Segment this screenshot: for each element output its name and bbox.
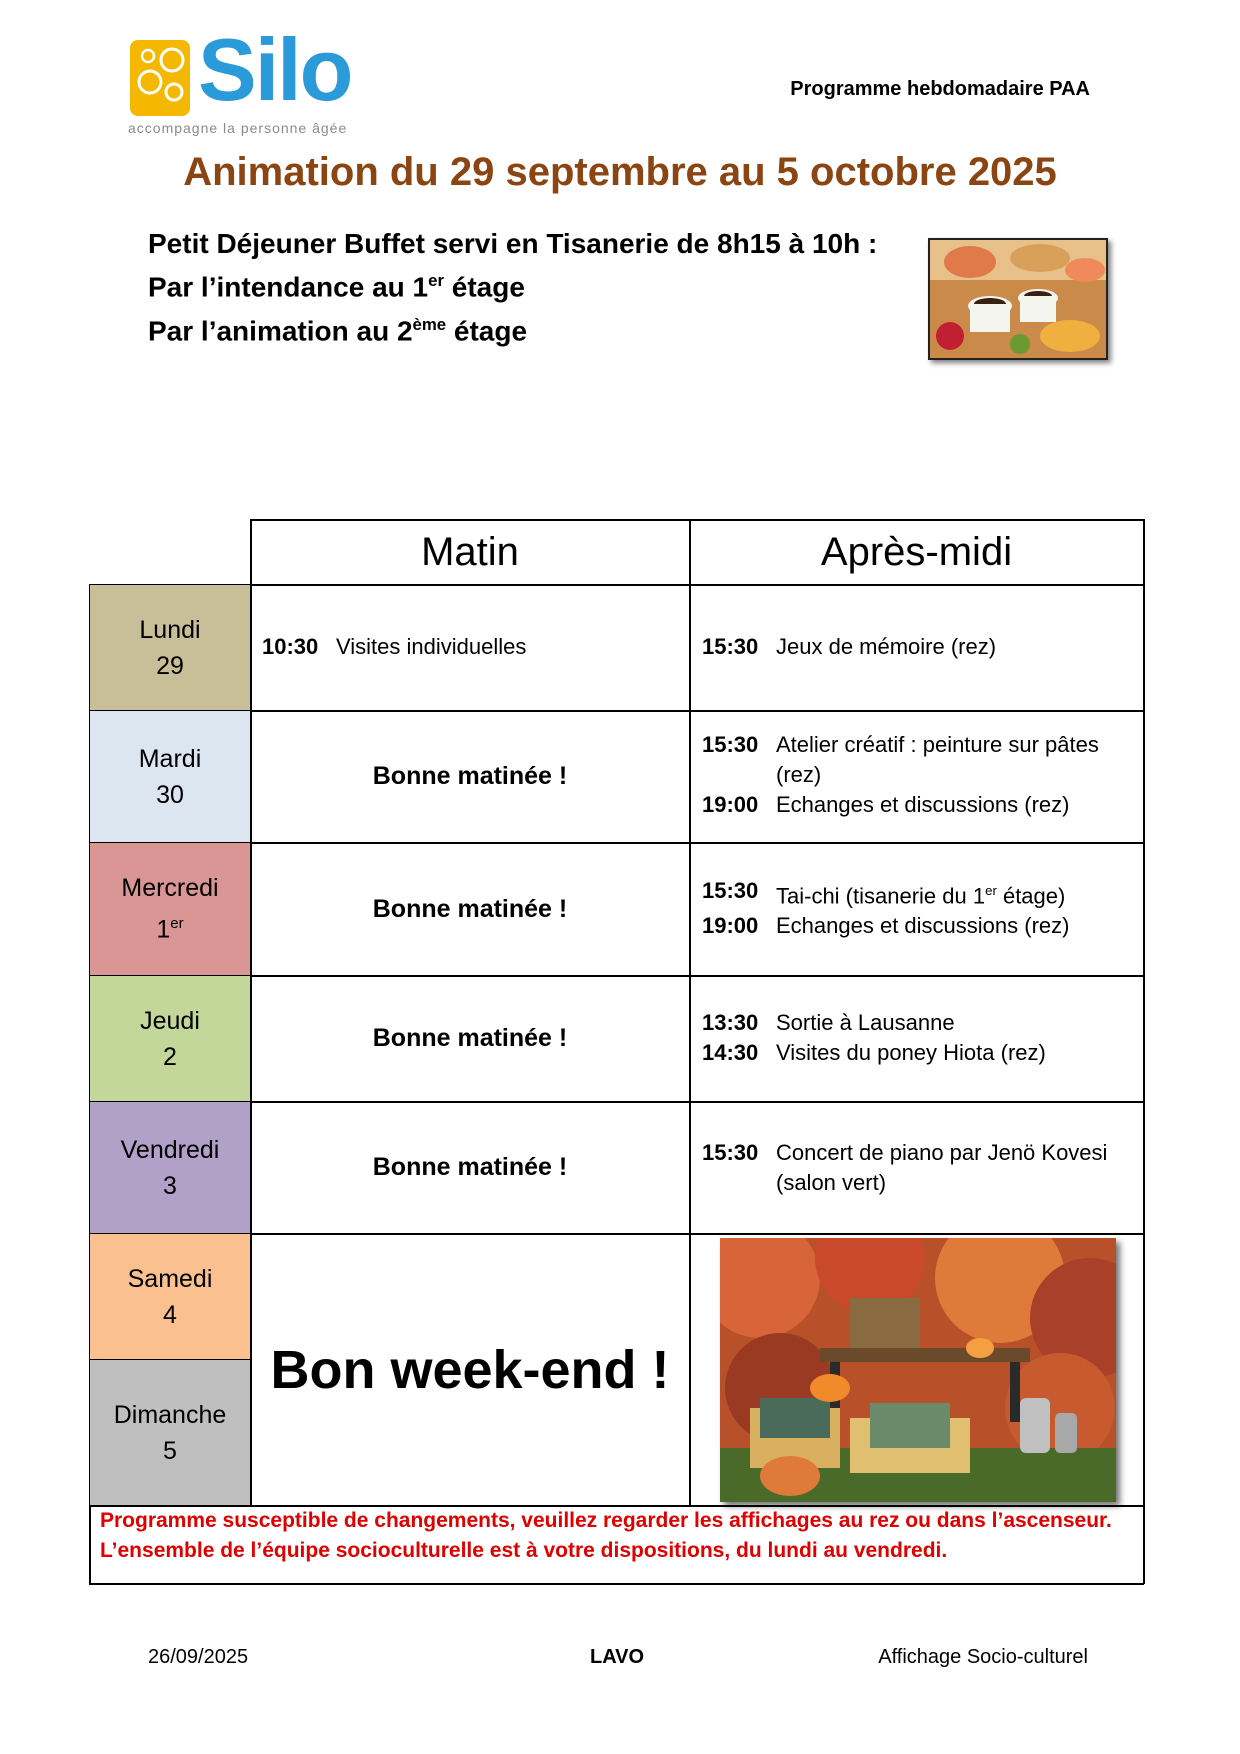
breakfast-photo [928,238,1108,360]
afternoon-thursday [702,1008,1142,1068]
day-number: 29 [156,651,184,680]
day-cell-tuesday [90,711,250,842]
breakfast-line-1: Petit Déjeuner Buffet servi en Tisanerie de 8h15 à 10h : [148,228,878,259]
list-item: 14:30 Visites du poney Hiota (rez) [702,1040,1046,1065]
afternoon-friday [702,1138,1142,1198]
day-name: Vendredi [120,1135,220,1164]
logo-mark-icon [130,40,190,116]
day-number: 4 [163,1300,177,1329]
footer-date: 26/09/2025 [148,1646,249,1668]
day-cell-saturday [90,1234,250,1359]
list-item: 15:30 Tai-chi (tisanerie du 1er étage) [702,878,1066,909]
logo-tagline: accompagne la personne âgée [128,120,348,136]
table-line [89,1505,1144,1507]
list-item: 15:30 Jeux de mémoire (rez) [702,634,997,659]
day-cell-friday [90,1102,250,1233]
day-cell-thursday [90,976,250,1101]
day-cell-sunday [90,1360,250,1505]
day-cell-wednesday [90,843,250,975]
day-name: Samedi [127,1264,213,1293]
list-item: 15:30 Atelier créatif : peinture sur pâtes (rez) [702,732,1099,787]
column-header-morning: Matin [421,529,519,574]
column-header-afternoon: Après-midi [820,529,1013,574]
autumn-image-icon [720,1238,1116,1502]
morning-greeting-thursday: Bonne matinée ! [372,1024,568,1052]
weekend-greeting: Bon week-end ! [270,1340,670,1400]
day-name: Mardi [138,744,202,773]
footer-right: Affichage Socio-culturel [878,1646,1088,1668]
page-title: Animation du 29 septembre au 5 octobre 2025 [183,150,1057,194]
day-number: 3 [163,1171,177,1200]
header-program: Programme hebdomadaire PAA [790,78,1090,100]
autumn-decoration-photo [720,1238,1116,1502]
entry-description: Visites individuelles [336,634,527,659]
afternoon-tuesday [702,730,1142,820]
table-line [1143,519,1145,1584]
logo-wordmark: Silo [198,20,352,119]
morning-greeting-wednesday: Bonne matinée ! [372,894,568,923]
day-name: Mercredi [121,874,219,903]
notice-line-1: Programme susceptible de changements, veuillez regarder les affichages au rez ou dans l’ascenseur. [100,1509,1112,1532]
silo-logo [128,20,378,142]
day-number: 30 [156,780,184,809]
breakfast-image-icon [930,240,1106,358]
day-number: 1er [156,915,184,944]
day-name: Jeudi [140,1006,200,1035]
day-number: 2 [163,1042,177,1071]
morning-greeting-tuesday: Bonne matinée ! [372,762,568,790]
list-item: 19:00 Echanges et discussions (rez) [702,913,1070,939]
day-cell-monday [90,585,250,710]
entry-time: 10:30 [262,634,319,659]
afternoon-wednesday [702,876,1142,941]
breakfast-line-3: Par l’animation au 2ème étage [148,315,528,347]
footer-center: LAVO [590,1646,645,1668]
notice-line-2: L’ensemble de l’équipe socioculturelle est à votre dispositions, du lundi au vendredi. [100,1539,948,1562]
morning-monday-entry [262,634,526,660]
list-item: 13:30 Sortie à Lausanne [702,1010,955,1035]
table-line [89,1583,1144,1585]
breakfast-line-2: Par l’intendance au 1er étage [148,271,525,303]
list-item: 15:30 Concert de piano par Jenö Kovesi (salon vert) [702,1140,1108,1195]
list-item: 19:00 Echanges et discussions (rez) [702,792,1070,817]
day-number: 5 [163,1436,177,1465]
day-name: Lundi [139,615,201,644]
morning-greeting-friday: Bonne matinée ! [372,1153,568,1181]
day-name: Dimanche [113,1400,227,1429]
afternoon-monday [702,632,1142,662]
